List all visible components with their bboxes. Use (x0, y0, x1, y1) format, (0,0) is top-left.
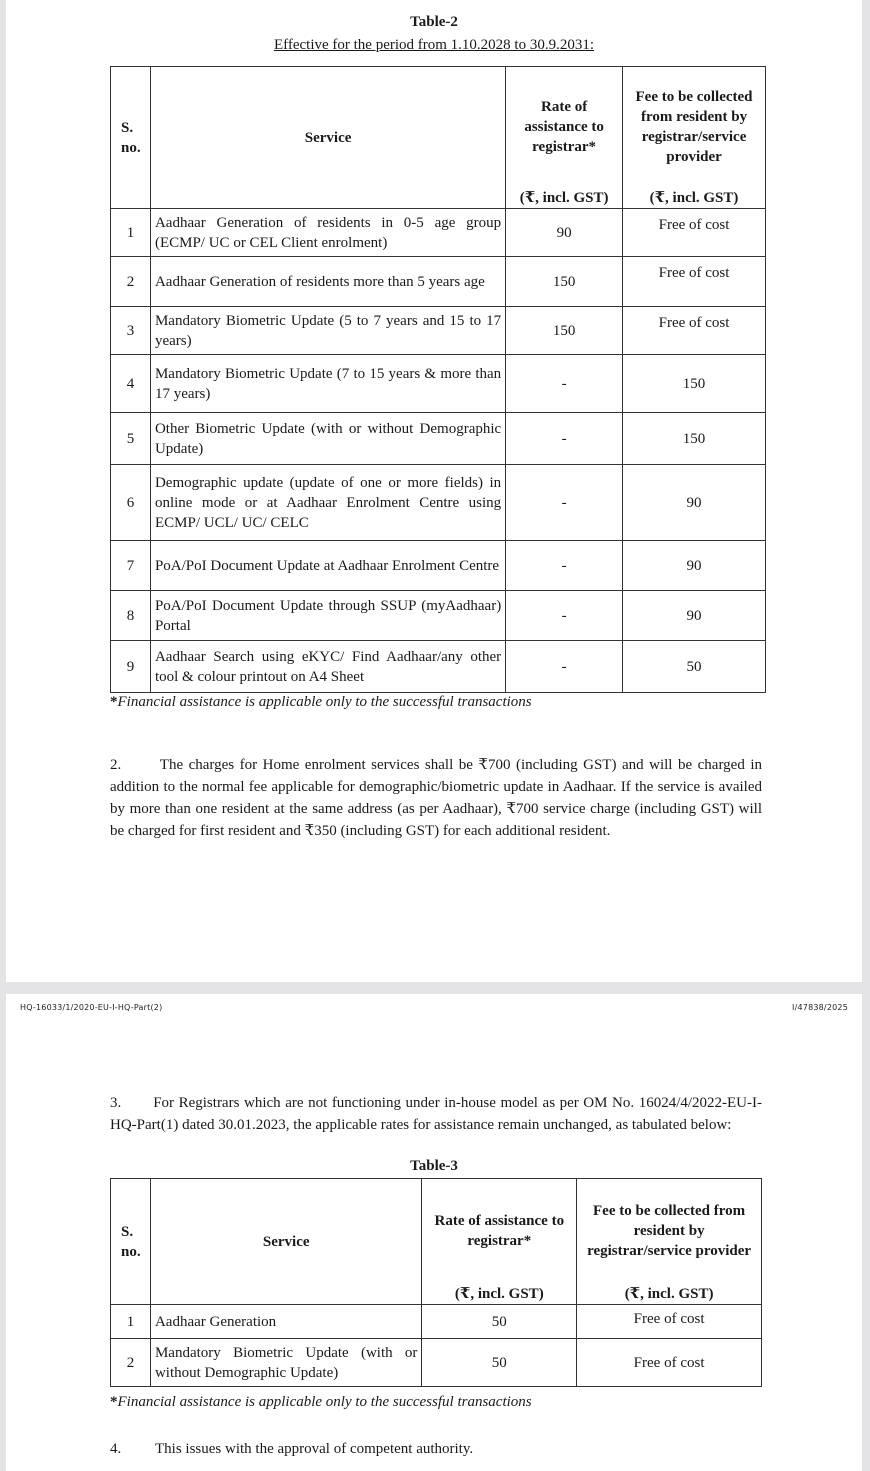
col-header-fee: Fee to be collected from resident by registrar/service provider (577, 1179, 762, 1283)
col-unit-fee: (₹, incl. GST) (623, 187, 766, 209)
table3-header-row (111, 1179, 762, 1283)
table2-title: Table-2 (410, 14, 458, 30)
table-row: 2 Aadhaar Generation of residents more than 5 years age 150 Free of cost (111, 257, 766, 307)
table3-title: Table-3 (410, 1158, 458, 1174)
document-page-1 (6, 0, 862, 982)
table-row: 8 PoA/PoI Document Update through SSUP (myAadhaar) Portal - 90 (111, 591, 766, 641)
table-row: 5 Other Biometric Update (with or without Demographic Update) - 150 (111, 413, 766, 465)
table3-footnote: *Financial assistance is applicable only to the successful transactions (110, 1394, 532, 1410)
col-header-sno: S. no. (111, 1179, 151, 1305)
col-header-sno: S. no. (111, 67, 151, 209)
col-header-rate: Rate of assistance to registrar* (506, 67, 623, 187)
file-reference: HQ-16033/1/2020-EU-I-HQ-Part(2) (20, 1003, 163, 1012)
table-row: 9 Aadhaar Search using eKYC/ Find Aadhaar/any other tool & colour printout on A4 Sheet - 50 (111, 641, 766, 693)
col-unit-fee: (₹, incl. GST) (577, 1283, 762, 1305)
table2-footnote: *Financial assistance is applicable only to the successful transactions (110, 694, 532, 710)
col-header-fee: Fee to be collected from resident by registrar/service provider (623, 67, 766, 187)
col-header-service: Service (150, 1179, 421, 1305)
table3 (110, 1178, 762, 1387)
document-page-2 (6, 994, 862, 1471)
table-row: 2 Mandatory Biometric Update (with or without Demographic Update) 50 Free of cost (111, 1339, 762, 1387)
paragraph-3: 3. For Registrars which are not functioning under in-house model as per OM No. 16024/4/2022-EU-I-HQ-Part(1) dated 30.01.2023, the applicable rates for assistance remain unchanged, as tabulated below: (110, 1095, 762, 1133)
table-row: 1 Aadhaar Generation 50 Free of cost (111, 1305, 762, 1339)
col-unit-rate: (₹, incl. GST) (422, 1283, 577, 1305)
table2-subtitle: Effective for the period from 1.10.2028 to 30.9.2031: (273, 37, 595, 53)
table-row: 6 Demographic update (update of one or more fields) in online mode or at Aadhaar Enrolment Centre using ECMP/ UCL/ UC/ CELC - 90 (111, 465, 766, 541)
col-unit-rate: (₹, incl. GST) (506, 187, 623, 209)
document-id: I/47838/2025 (792, 1003, 848, 1012)
paragraph-2: 2. The charges for Home enrolment services shall be ₹700 (including GST) and will be charged in addition to the normal fee applicable for demographic/biometric update in Aadhaar. If the service is availed by more than one resident at the same address (as per Aadhaar), ₹700 service charge (including GST) will be charged for first resident and ₹350 (including GST) for each additional resident. (110, 757, 762, 839)
table-row: 3 Mandatory Biometric Update (5 to 7 years and 15 to 17 years) 150 Free of cost (111, 307, 766, 355)
table-row: 1 Aadhaar Generation of residents in 0-5 age group (ECMP/ UC or CEL Client enrolment) 90 Free of cost (111, 209, 766, 257)
table2-header-row (111, 67, 766, 187)
col-header-service: Service (150, 67, 505, 209)
paragraph-4: 4. This issues with the approval of competent authority. (110, 1441, 474, 1457)
table-row: 7 PoA/PoI Document Update at Aadhaar Enrolment Centre - 90 (111, 541, 766, 591)
table2 (110, 66, 766, 693)
col-header-rate: Rate of assistance to registrar* (422, 1179, 577, 1283)
table-row: 4 Mandatory Biometric Update (7 to 15 years & more than 17 years) - 150 (111, 355, 766, 413)
